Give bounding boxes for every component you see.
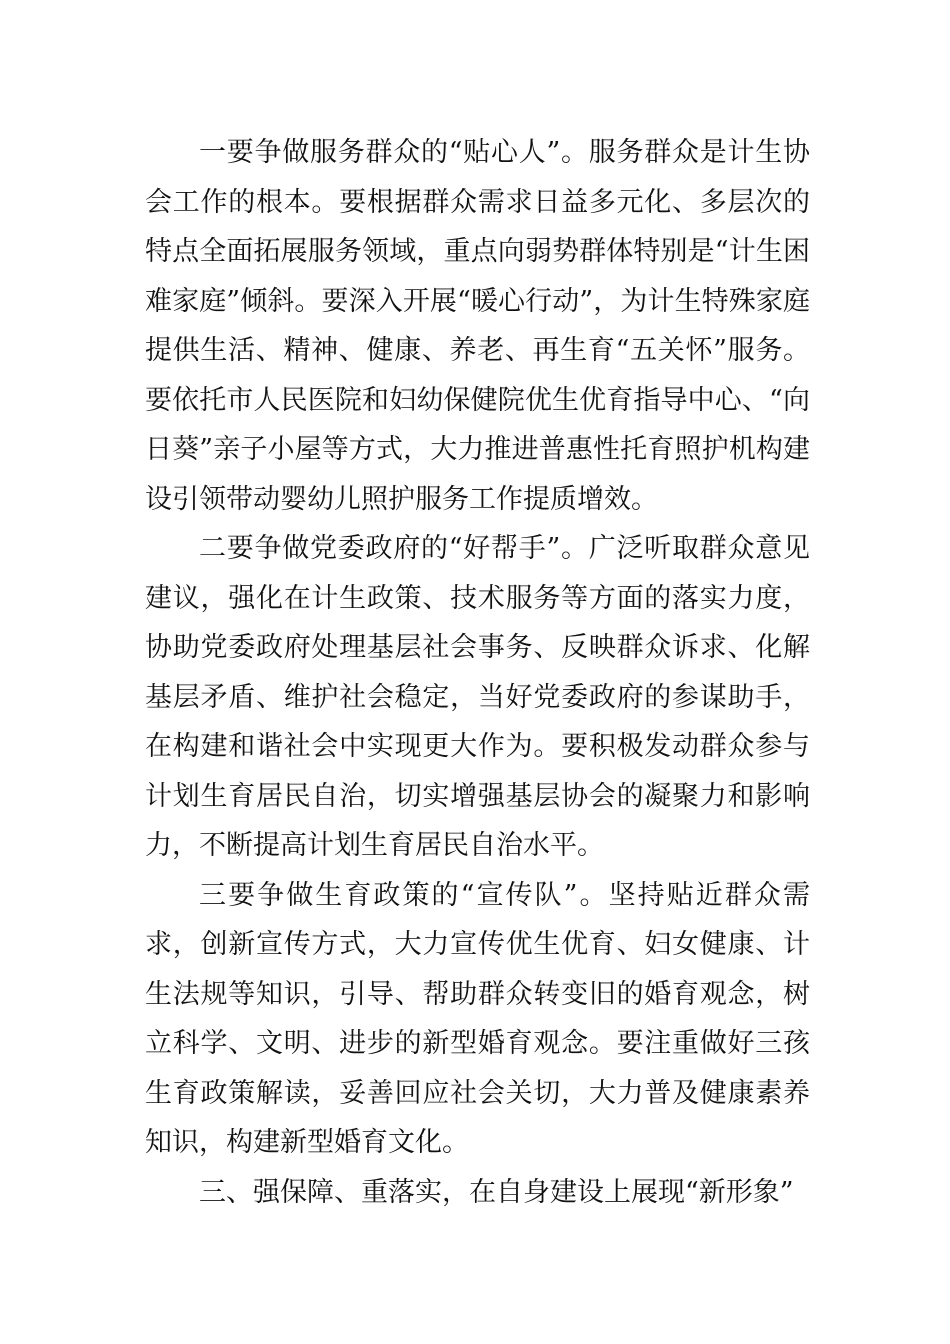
paragraph-policy-publicity: 三要争做生育政策的“宣传队”。坚持贴近群众需求，创新宣传方式，大力宣传优生优育、妇女健康、计生法规等知识，引导、帮助群众转变旧的婚育观念，树立科学、文明、进步的新型婚育观念。要注重做好三孩生育政策解读，妥善回应社会关切，大力普及健康素养知识，构建新型婚育文化。 (145, 879, 810, 1158)
paragraph-serve-masses: 一要争做服务群众的“贴心人”。服务群众是计生协会工作的根本。要根据群众需求日益多元化、多层次的特点全面拓展服务领域，重点向弱势群体特别是“计生困难家庭”倾斜。要深入开展“暖心行动”，为计生特殊家庭提供生活、精神、健康、养老、再生育“五关怀”服务。要依托市人民医院和妇幼保健院优生优育指导中心、“向日葵”亲子小屋等方式，大力推进普惠性托育照护机构建设引领带动婴幼儿照护服务工作提质增效。 (145, 137, 810, 515)
paragraph-party-helper: 二要争做党委政府的“好帮手”。广泛听取群众意见建议，强化在计生政策、技术服务等方面的落实力度，协助党委政府处理基层社会事务、反映群众诉求、化解基层矛盾、维护社会稳定，当好党委政府的参谋助手，在构建和谐社会中实现更大作为。要积极发动群众参与计划生育居民自治，切实增强基层协会的凝聚力和影响力，不断提高计划生育居民自治水平。 (145, 533, 810, 861)
document-body (145, 128, 810, 1217)
section-heading: 三、强保障、重落实，在自身建设上展现“新形象” (199, 1176, 794, 1208)
